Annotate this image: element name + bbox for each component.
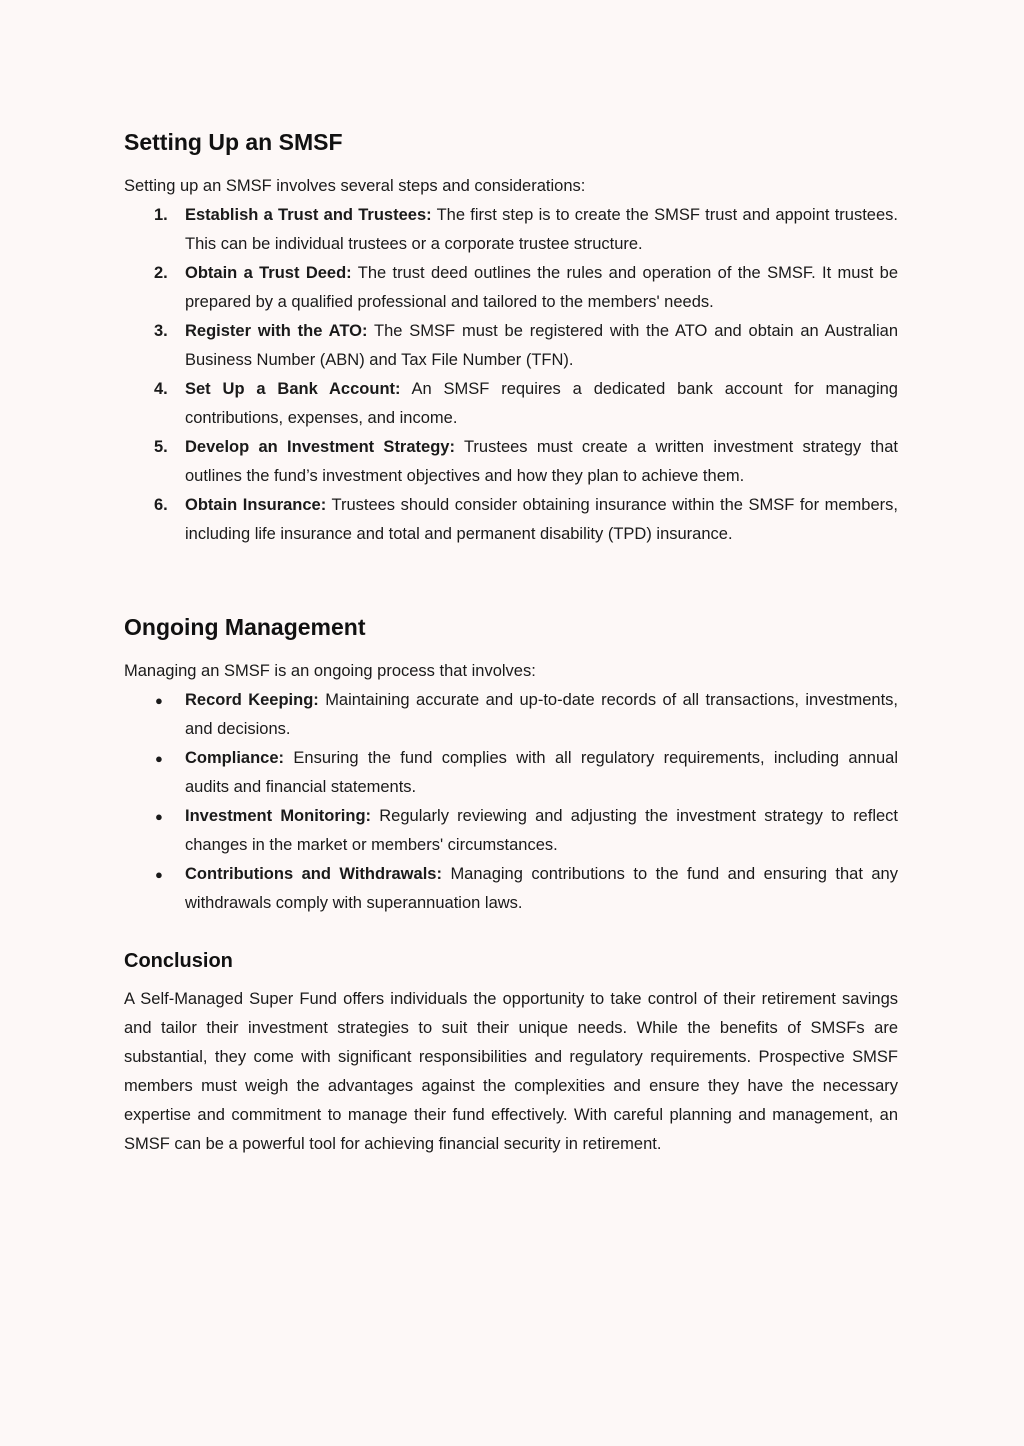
list-number: 4.: [154, 380, 168, 398]
list-number: 2.: [154, 264, 168, 282]
list-item: [124, 744, 898, 802]
list-number: 3.: [154, 322, 168, 340]
list-item: [124, 317, 898, 375]
list-item-title: Register with the ATO:: [185, 322, 368, 340]
list-item-title: Record Keeping:: [185, 691, 319, 709]
list-item: [124, 433, 898, 491]
list-item-text: Maintaining accurate and up-to-date records of all transactions, investments, and decisions.: [185, 691, 898, 738]
list-item-title: Investment Monitoring:: [185, 807, 372, 825]
list-item-title: Compliance:: [185, 749, 285, 767]
list-item-text: The SMSF must be registered with the ATO and obtain an Australian Business Number (ABN) and Tax File Number (TFN).: [185, 322, 898, 369]
section-intro-setup: Setting up an SMSF involves several steps and considerations:: [124, 177, 586, 195]
bullet-icon: ●: [155, 809, 163, 824]
list-item-title: Set Up a Bank Account:: [185, 380, 401, 398]
list-item-title: Contributions and Withdrawals:: [185, 865, 442, 883]
section-heading-conclusion: Conclusion: [124, 950, 233, 972]
bullet-icon: ●: [155, 751, 163, 766]
list-item: [124, 201, 898, 259]
list-item-text: The trust deed outlines the rules and operation of the SMSF. It must be prepared by a qualified professional and tailored to the members' needs.: [185, 264, 899, 311]
list-item-text: Ensuring the fund complies with all regulatory requirements, including annual audits and financial statements.: [185, 749, 898, 796]
list-item-text: Trustees must create a written investment strategy that outlines the fund’s investment objectives and how they plan to achieve them.: [185, 438, 898, 485]
conclusion-paragraph: A Self-Managed Super Fund offers individuals the opportunity to take control of their retirement savings and tailor their investment strategies to suit their unique needs. While the benefits of SMSFs are substantial, they come with significant responsibilities and regulatory requirements. Prospective SMSF members must weigh the advantages against the complexities and ensure they have the necessary expertise and commitment to manage their fund effectively. With careful planning and management, an SMSF can be a powerful tool for achieving financial security in retirement.: [124, 990, 898, 1153]
section-heading-ongoing: Ongoing Management: [124, 614, 366, 640]
list-item-text: Regularly reviewing and adjusting the investment strategy to reflect changes in the market or members' circumstances.: [185, 807, 898, 854]
list-item-title: Establish a Trust and Trustees:: [185, 206, 432, 224]
list-item: [124, 860, 898, 918]
ongoing-management-list: [124, 686, 898, 918]
list-item-title: Obtain Insurance:: [185, 496, 327, 514]
bullet-icon: ●: [155, 693, 163, 708]
list-number: 6.: [154, 496, 168, 514]
list-item-title: Develop an Investment Strategy:: [185, 438, 455, 456]
list-item-text: An SMSF requires a dedicated bank account for managing contributions, expenses, and income.: [185, 380, 898, 427]
list-item-text: Managing contributions to the fund and ensuring that any withdrawals comply with superannuation laws.: [185, 865, 898, 912]
list-number: 5.: [154, 438, 168, 456]
list-number: 1.: [154, 206, 168, 224]
setup-steps-list: [124, 201, 898, 549]
list-item: [124, 802, 898, 860]
list-item-text: Trustees should consider obtaining insurance within the SMSF for members, including life insurance and total and permanent disability (TPD) insurance.: [185, 496, 898, 543]
section-intro-ongoing: Managing an SMSF is an ongoing process that involves:: [124, 662, 536, 680]
list-item-text: The first step is to create the SMSF trust and appoint trustees. This can be individual trustees or a corporate trustee structure.: [185, 206, 898, 253]
list-item: [124, 491, 898, 549]
list-item-title: Obtain a Trust Deed:: [185, 264, 352, 282]
bullet-icon: ●: [155, 867, 163, 882]
list-item: [124, 686, 898, 744]
list-item: [124, 259, 898, 317]
section-heading-setup: Setting Up an SMSF: [124, 129, 343, 155]
list-item: [124, 375, 898, 433]
